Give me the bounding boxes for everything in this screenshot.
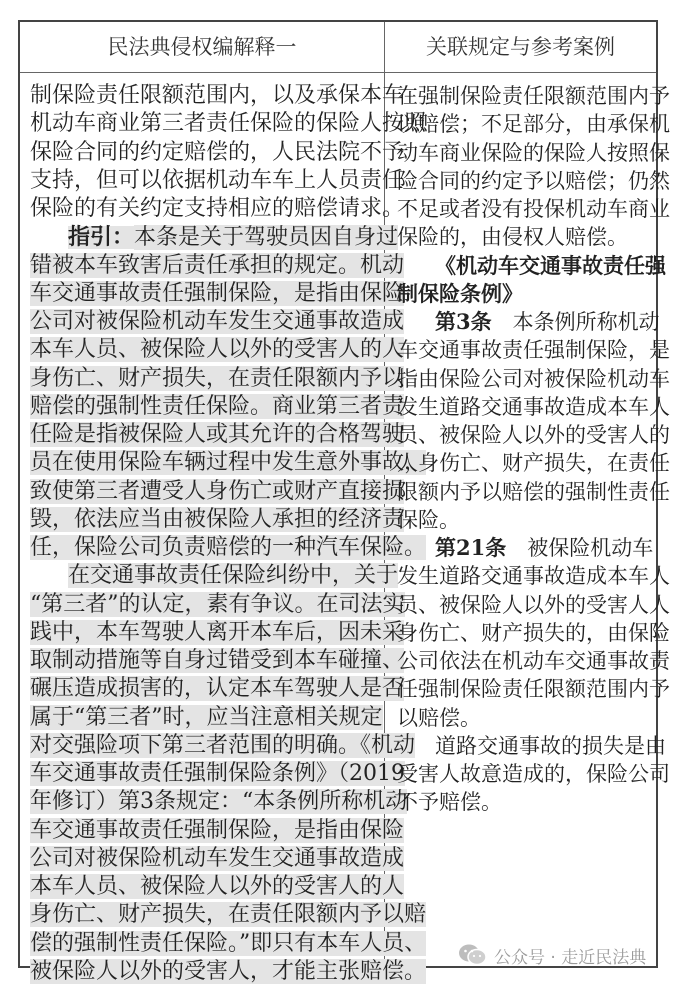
text-line (397, 82, 670, 110)
text-line (30, 562, 399, 590)
line-text: 被保险人以外的受害人，才能主张赔偿。 (30, 958, 427, 984)
text-line (397, 308, 660, 336)
text-line (397, 252, 666, 280)
text-line (397, 139, 670, 167)
line-text: 错被本车致害后责任承担的规定。机动 (30, 252, 405, 278)
interpretation-column (30, 82, 427, 986)
text-line (30, 449, 427, 477)
line-text: 属于“第三者”时，应当注意相关规定 (30, 704, 383, 730)
watermark (458, 942, 646, 968)
header-left: 民法典侵权编解释一 (20, 22, 385, 73)
text-line (397, 365, 670, 393)
line-text: 发生道路交通事故造成本车人 (397, 394, 670, 419)
watermark-text: 公众号 · 走近民法典 (494, 947, 647, 968)
line-text: 毁，依法应当由被保险人承担的经济责 (30, 506, 405, 532)
text-line (30, 252, 405, 280)
line-text: 在强制保险责任限额范围内予 (397, 84, 670, 108)
text-line (30, 195, 405, 223)
text-line (397, 732, 666, 760)
text-line (30, 139, 405, 167)
text-line (397, 421, 670, 449)
line-text: 车交通事故责任强制保险，是 (397, 338, 670, 363)
line-text: 保险的有关约定支持相应的赔偿请求。 (30, 196, 405, 221)
line-text: 本条是关于驾驶员因自身过 (134, 225, 399, 251)
line-text: 在交通事故责任保险纠纷中，关于 (68, 563, 399, 589)
text-line (397, 336, 670, 364)
text-line (30, 704, 383, 732)
paragraph (30, 562, 427, 986)
text-line (30, 167, 405, 195)
line-text: 车交通事故责任强制保险条例》（2019 (30, 761, 405, 786)
line-text: 本条例所称机动 (512, 310, 660, 334)
comparison-table (18, 20, 670, 984)
text-line (30, 478, 405, 506)
line-text: 致使第三者遭受人身伤亡或财产直接损 (30, 478, 405, 504)
line-text: 公司对被保险机动车发生交通事故造成 (30, 309, 405, 334)
line-text: 道路交通事故的损失是由 (435, 733, 666, 758)
line-text: 人身伤亡、财产损失，在责任 (397, 451, 670, 476)
text-line (30, 421, 405, 449)
text-line (397, 280, 649, 308)
line-text: 对交强险项下第三者范围的明确。《机动 (30, 732, 416, 758)
paragraph-lead: 第21条 (435, 535, 528, 560)
line-text: 被保险机动车 (527, 536, 654, 560)
line-text: 以赔偿；不足部分，由承保机 (397, 112, 670, 137)
line-text: 不予赔偿。 (397, 790, 502, 815)
text-line (30, 336, 405, 364)
text-line (397, 704, 649, 732)
text-line (397, 506, 649, 534)
paragraph-lead: 指引： (68, 224, 135, 251)
line-text: 机动车商业第三者责任保险的保险人按照 (30, 111, 427, 137)
paragraph (30, 223, 427, 562)
text-line (30, 393, 405, 421)
text-line (30, 647, 405, 675)
line-text: 动车商业保险的保险人按照保 (397, 140, 670, 165)
text-line (397, 788, 649, 816)
line-text: 身伤亡、财产损失，在责任限额内予以赔 (30, 902, 427, 928)
line-text: 限额内予以赔偿的强制性责任 (397, 479, 670, 504)
paragraph (30, 82, 427, 223)
header-right: 关联规定与参考案例 (385, 22, 656, 73)
line-text: 制保险条例》 (397, 280, 523, 306)
line-text: 碾压造成损害的，认定本车驾驶人是否 (30, 676, 405, 702)
paragraph (397, 252, 666, 309)
line-text: 保险。 (397, 507, 460, 532)
text-line (397, 478, 670, 506)
line-text: 制保险责任限额范围内，以及承保本车 (30, 83, 405, 108)
text-line (30, 901, 427, 929)
text-line (397, 449, 670, 477)
line-text: 任，保险公司负责赔偿的一种汽车保险。 (30, 535, 427, 560)
text-line (397, 619, 670, 647)
line-text: 取制动措施等自身过错受到本车碰撞、 (30, 648, 405, 673)
paragraph-lead: 第3条 (435, 309, 513, 334)
line-text: 赔偿的强制性责任保险。商业第三者责 (30, 393, 405, 419)
paragraph (397, 308, 670, 534)
text-line (397, 591, 670, 619)
text-line (397, 760, 670, 788)
text-line (397, 675, 670, 703)
line-text: 《机动车交通事故责任强 (435, 252, 666, 278)
line-text: 员、被保险人以外的受害人人 (397, 592, 670, 617)
text-line (30, 958, 427, 986)
line-text: 员在使用保险车辆过程中发生意外事故， (30, 450, 427, 476)
text-line (30, 223, 399, 251)
line-text: “第三者”的认定，素有争议。在司法实 (30, 591, 405, 617)
paragraph (397, 534, 670, 732)
line-text: 年修订）第3条规定：“本条例所称机动 (30, 789, 408, 815)
text-line (30, 760, 405, 788)
line-text: 受害人故意造成的，保险公司 (397, 762, 670, 786)
text-line (397, 534, 654, 562)
wechat-icon (458, 943, 488, 967)
line-text: 践中，本车驾驶人离开本车后，因未采 (30, 619, 405, 645)
line-text: 任强制保险责任限额范围内予 (397, 677, 670, 702)
text-line (30, 732, 416, 760)
line-text: 指由保险公司对被保险机动车 (397, 366, 670, 391)
line-text: 发生道路交通事故造成本车人 (397, 564, 670, 589)
line-text: 偿的强制性责任保险。”即只有本车人员、 (30, 930, 427, 956)
line-text: 不足或者没有投保机动车商业 (397, 197, 670, 221)
line-text: 支持，但可以依据机动车车上人员责任 (30, 167, 405, 193)
line-text: 以赔偿。 (397, 705, 481, 730)
text-line (30, 788, 408, 816)
line-text: 公司依法在机动车交通事故责 (397, 649, 670, 673)
text-line (397, 110, 670, 138)
text-line (30, 82, 405, 110)
line-text: 车交通事故责任强制保险，是指由保险 (30, 280, 405, 306)
text-line (30, 280, 405, 308)
text-line (397, 167, 670, 195)
line-text: 公司对被保险机动车发生交通事故造成 (30, 845, 405, 871)
text-line (397, 562, 670, 590)
line-text: 保险合同的约定赔偿的，人民法院不予 (30, 139, 405, 165)
paragraph (397, 82, 670, 252)
paragraph (397, 732, 670, 817)
related-provisions-column (397, 82, 670, 817)
line-text: 保险的，由侵权人赔偿。 (397, 225, 628, 250)
text-line (30, 675, 405, 703)
text-line (30, 110, 427, 138)
text-line (30, 534, 427, 562)
text-line (30, 873, 405, 901)
line-text: 员、被保险人以外的受害人的 (397, 423, 670, 447)
line-text: 车交通事故责任强制保险，是指由保险 (30, 817, 405, 843)
text-line (397, 195, 670, 223)
text-line (30, 930, 427, 958)
text-line (397, 223, 649, 251)
line-text: 任险是指被保险人或其允许的合格驾驶 (30, 422, 405, 447)
line-text: 本车人员、被保险人以外的受害人的人 (30, 874, 405, 899)
text-line (30, 365, 405, 393)
text-line (30, 506, 405, 534)
line-text: 身伤亡、财产损失，在责任限额内予以 (30, 365, 405, 391)
text-line (397, 393, 670, 421)
line-text: 身伤亡、财产损失的，由保险 (397, 620, 670, 645)
text-line (30, 591, 405, 619)
text-line (30, 845, 405, 873)
text-line (30, 619, 405, 647)
text-line (30, 308, 405, 336)
line-text: 本车人员、被保险人以外的受害人的人 (30, 337, 405, 363)
text-line (397, 647, 670, 675)
text-line (30, 817, 405, 845)
line-text: 险合同的约定予以赔偿；仍然 (397, 168, 670, 193)
